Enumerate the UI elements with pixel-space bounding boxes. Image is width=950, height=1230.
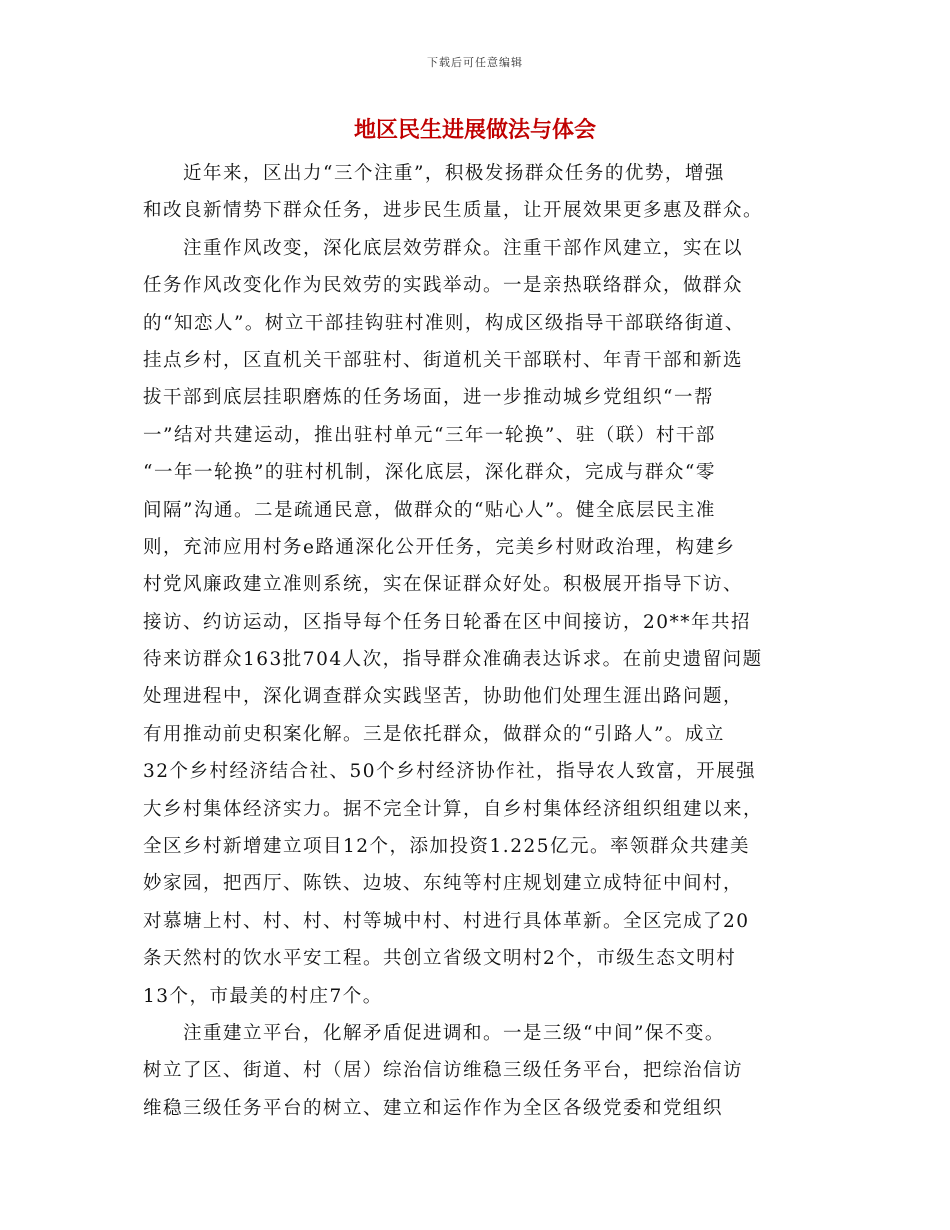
body-line: 间隔”沟通。二是疏通民意，做群众的“贴心人”。健全底层民主准 xyxy=(143,499,716,521)
body-line: 村党风廉政建立准则系统，实在保证群众好处。积极展开指导下访、 xyxy=(143,574,744,596)
body-line: 注重建立平台，化解矛盾促进调和。一是三级“中间”保不变。 xyxy=(143,1022,725,1044)
body-line: 和改良新情势下群众任务，进步民生质量，让开展效果更多惠及群众。 xyxy=(143,200,764,222)
document-body xyxy=(143,155,803,1127)
body-line: 的“知恋人”。树立干部挂钩驻村准则，构成区级指导干部联络街道、 xyxy=(143,312,745,334)
body-line: 挂点乡村，区直机关干部驻村、街道机关干部联村、年青干部和新选 xyxy=(143,349,744,371)
page-header: 下载后可任意编辑 xyxy=(427,56,523,69)
body-line: 接访、约访运动，区指导每个任务日轮番在区中间接访，20**年共招 xyxy=(143,611,752,633)
body-line: 对慕塘上村、村、村、村等城中村、村进行具体革新。全区完成了20 xyxy=(143,910,750,932)
body-line: 条天然村的饮水平安工程。共创立省级文明村2个，市级生态文明村 xyxy=(143,948,737,970)
body-line: 树立了区、街道、村（居）综治信访维稳三级任务平台，把综治信访 xyxy=(143,1060,744,1082)
body-line: 维稳三级任务平台的树立、建立和运作作为全区各级党委和党组织 xyxy=(143,1097,724,1119)
body-line: 妙家园，把西厅、陈铁、边坡、东纯等村庄规划建立成特征中间村， xyxy=(143,873,744,895)
body-line: 注重作风改变，深化底层效劳群众。注重干部作风建立，实在以 xyxy=(143,237,744,259)
body-line: 任务作风改变化作为民效劳的实践举动。一是亲热联络群众，做群众 xyxy=(143,275,744,297)
body-line: 拔干部到底层挂职磨炼的任务场面，进一步推动城乡党组织“一帮 xyxy=(143,387,714,409)
document-title: 地区民生进展做法与体会 xyxy=(353,117,596,143)
body-line: 有用推动前史积案化解。三是依托群众，做群众的“引路人”。成立 xyxy=(143,723,725,745)
body-line: 全区乡村新增建立项目12个，添加投资1.225亿元。率领群众共建美 xyxy=(143,836,751,858)
body-line: 13个，市最美的村庄7个。 xyxy=(143,985,383,1007)
body-line: 大乡村集体经济实力。据不完全计算，自乡村集体经济组织组建以来， xyxy=(143,798,764,820)
body-line: “一年一轮换”的驻村机制，深化底层，深化群众，完成与群众“零 xyxy=(143,462,716,484)
body-line: 近年来，区出力“三个注重”，积极发扬群众任务的优势，增强 xyxy=(143,163,725,184)
body-line: 一”结对共建运动，推出驻村单元“三年一轮换”、驻（联）村干部 xyxy=(143,424,716,446)
body-line: 待来访群众163批704人次，指导群众准确表达诉求。在前史遗留问题 xyxy=(143,649,763,671)
body-line: 处理进程中，深化调查群众实践坚苦，协助他们处理生涯出路问题， xyxy=(143,686,744,708)
body-line: 则，充沛应用村务e路通深化公开任务，完美乡村财政治理，构建乡 xyxy=(143,536,736,558)
body-line: 32个乡村经济结合社、50个乡村经济协作社，指导农人致富，开展强 xyxy=(143,761,757,783)
